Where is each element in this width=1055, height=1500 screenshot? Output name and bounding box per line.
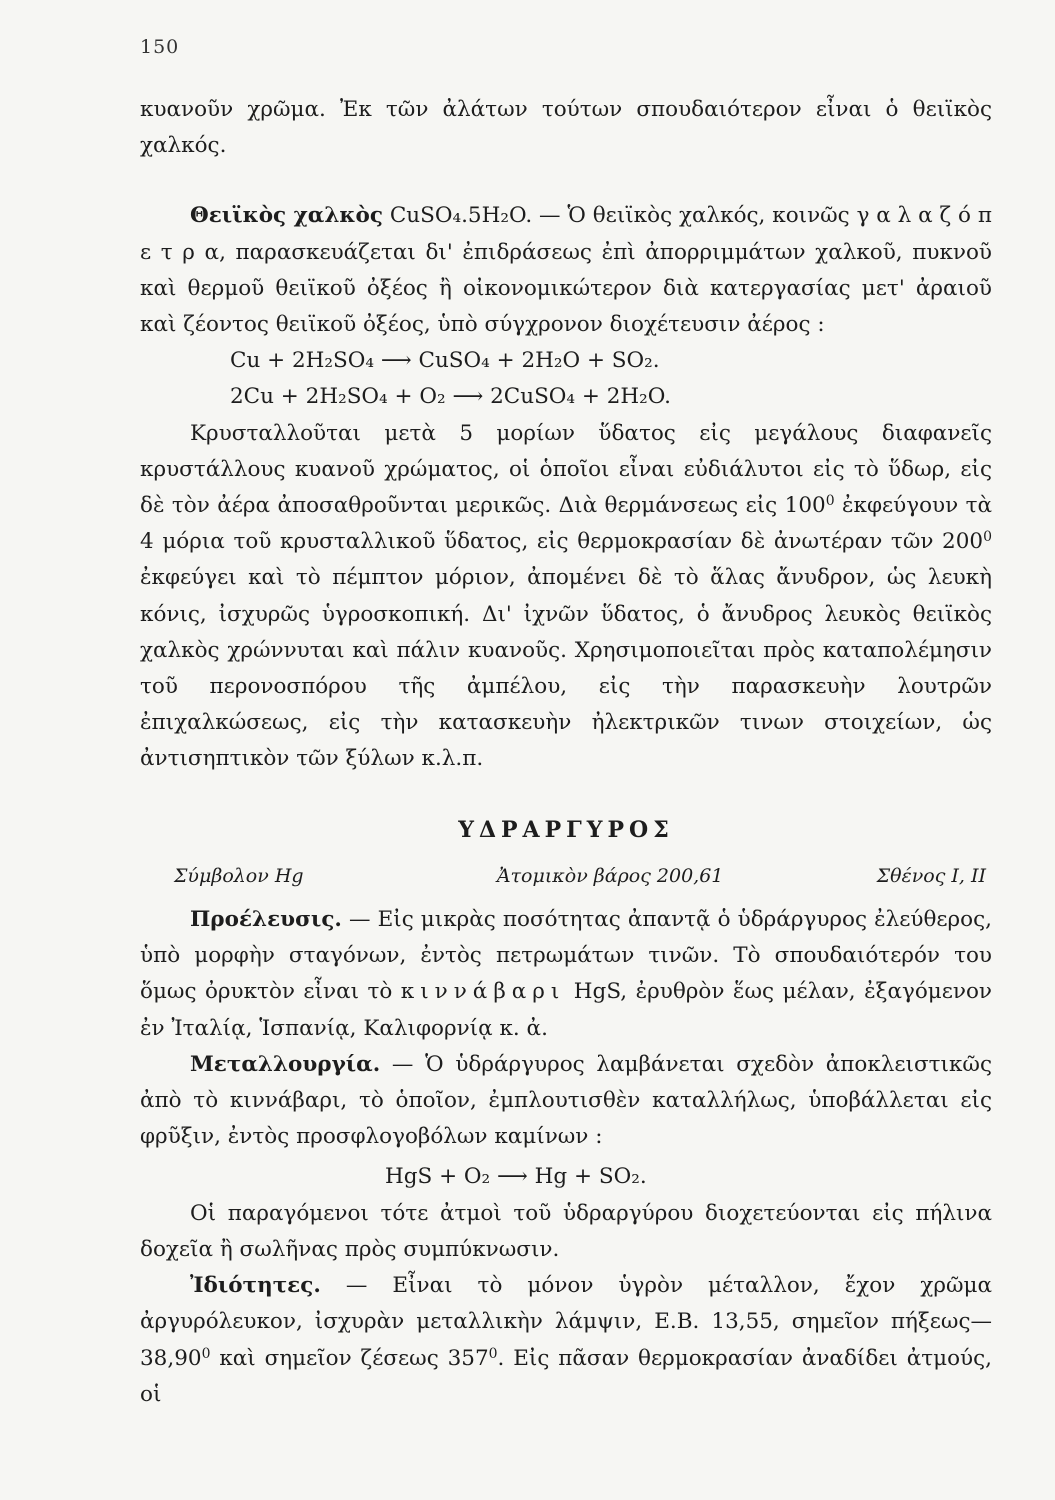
degree-mark: 0 xyxy=(201,1345,211,1362)
valence-label: Σθένος I, II xyxy=(876,864,986,887)
page-number: 150 xyxy=(140,36,180,58)
equation-3: HgS + O₂ ⟶ Hg + SO₂. xyxy=(385,1164,647,1190)
origin-text-b: HgS, ἐρυθρὸν ἕως μέλαν, ἐξαγόμενον ἐν Ἰταλίᾳ, Ἱσπανίᾳ, Καλιφορνίᾳ κ. ἀ. xyxy=(140,979,992,1041)
copper-sulfate-heading: Θειϊκὸς χαλκὸς xyxy=(190,203,383,229)
properties-text: — Εἶναι τὸ μόνον ὑγρὸν μέταλλον, ἔχον χρῶμα ἀργυρόλευκον, ἰσχυρὰν μεταλλικὴν λάμψιν, Ε.Β. 13,55, σημεῖον πήξεως—38,90 xyxy=(140,1273,992,1371)
page-body xyxy=(140,92,992,1413)
equation-2: 2Cu + 2H₂SO₄ + O₂ ⟶ 2CuSO₄ + 2H₂O. xyxy=(230,384,671,410)
origin-heading: Προέλευσις. xyxy=(190,907,342,933)
copper-sulfate-text: — Ὁ θειϊκὸς χαλκός, κοινῶς γ α λ α ζ ό π ε τ ρ α, παρασκευάζεται δι' ἐπιδράσεως ἐπὶ ἀπορριμμάτων χαλκοῦ, πυκνοῦ καὶ θερμοῦ θειϊκοῦ ὀξέος ἢ οἰκονομικώτερον διὰ κατεργασίας μετ' ἀραιοῦ καὶ ζέοντος θειϊκοῦ ὀξέος, ὑπὸ σύγχρονον διοχέτευσιν ἀέρος : xyxy=(140,203,992,338)
equation-1: Cu + 2H₂SO₄ ⟶ CuSO₄ + 2H₂O + SO₂. xyxy=(230,348,660,374)
properties-paragraph xyxy=(140,1268,992,1413)
intro-paragraph: κυανοῦν χρῶμα. Ἐκ τῶν ἀλάτων τούτων σπουδαιότερον εἶναι ὁ θειϊκὸς χαλκός. xyxy=(140,97,992,159)
symbol-label: Σύμβολον Hg xyxy=(174,864,304,887)
crystallization-text-2: ἐκφεύγουν τὰ 4 μόρια τοῦ κρυσταλλικοῦ ὕδατος, εἰς θερμοκρασίαν δὲ ἀνωτέραν τῶν 200 xyxy=(140,493,992,555)
cinnabar-word: κιννάβαρι xyxy=(400,979,566,1005)
metallurgy-heading: Μεταλλουργία. xyxy=(190,1051,381,1077)
vapour-paragraph: Οἱ παραγόμενοι τότε ἀτμοὶ τοῦ ὑδραργύρου διοχετεύονται εἰς πήλινα δοχεῖα ἢ σωλῆνας πρὸς συμπύκνωσιν. xyxy=(140,1200,992,1262)
degree-mark: 0 xyxy=(825,493,835,510)
crystallization-text: Κρυσταλλοῦται μετὰ 5 μορίων ὕδατος εἰς μεγάλους διαφανεῖς κρυστάλλους κυανοῦ χρώματος, οἱ ὁποῖοι εἶναι εὐδιάλυτοι εἰς τὸ ὕδωρ, εἰς δὲ τὸν ἀέρα ἀποσαθροῦνται μερικῶς. Διὰ θερμάνσεως εἰς 100 xyxy=(140,420,992,519)
element-meta-row xyxy=(140,858,992,894)
metallurgy-paragraph xyxy=(140,1047,992,1156)
origin-paragraph xyxy=(140,902,992,1047)
metallurgy-text: — Ὁ ὑδράργυρος λαμβάνεται σχεδὸν ἀποκλειστικῶς ἀπὸ τὸ κιννάβαρι, τὸ ὁποῖον, ἐμπλουτισθὲν καταλλήλως, ὑποβάλλεται εἰς φρῦξιν, ἐντὸς προσφλογοβόλων καμίνων : xyxy=(140,1051,992,1150)
section-title: ΥΔΡΑΡΓΥΡΟΣ xyxy=(458,816,674,843)
properties-text-2: καὶ σημεῖον ζέσεως 357 xyxy=(210,1345,489,1371)
copper-sulfate-formula: CuSO₄.5H₂O. xyxy=(389,203,533,229)
properties-heading: Ἰδιότητες. xyxy=(190,1273,321,1299)
origin-text-a: — Εἰς μικρὰς ποσότητας ἀπαντᾷ ὁ ὑδράργυρος ἐλεύθερος, ὑπὸ μορφὴν σταγόνων, ἐντὸς πετρωμάτων τινῶν. Τὸ σπουδαιότερόν του ὅμως ὀρυκτὸν εἶναι τὸ xyxy=(140,907,992,1005)
atomic-weight-label: Ἀτομικὸν βάρος 200,61 xyxy=(496,864,724,887)
properties-text-3: . Εἰς πᾶσαν θερμοκρασίαν ἀναδίδει ἀτμούς, οἱ xyxy=(140,1345,992,1407)
crystallization-paragraph xyxy=(140,416,992,778)
degree-mark: 0 xyxy=(488,1345,498,1362)
crystallization-text-3: ἐκφεύγει καὶ τὸ πέμπτον μόριον, ἀπομένει δὲ τὸ ἅλας ἄνυδρον, ὡς λευκὴ κόνις, ἰσχυρῶς ὑγροσκοπική. Δι' ἰχνῶν ὕδατος, ὁ ἄνυδρος λευκὸς θειϊκὸς χαλκὸς χρώννυται καὶ πάλιν κυανοῦς. Χρησιμοποιεῖται πρὸς καταπολέμησιν τοῦ περονοσπόρου τῆς ἀμπέλου, εἰς τὴν παρασκευὴν λουτρῶν ἐπιχαλκώσεως, εἰς τὴν κατασκευὴν ἠλεκτρικῶν τινων στοιχείων, ὡς ἀντισηπτικὸν τῶν ξύλων κ.λ.π. xyxy=(140,565,992,772)
degree-mark: 0 xyxy=(983,529,992,546)
copper-sulfate-paragraph xyxy=(140,198,992,343)
